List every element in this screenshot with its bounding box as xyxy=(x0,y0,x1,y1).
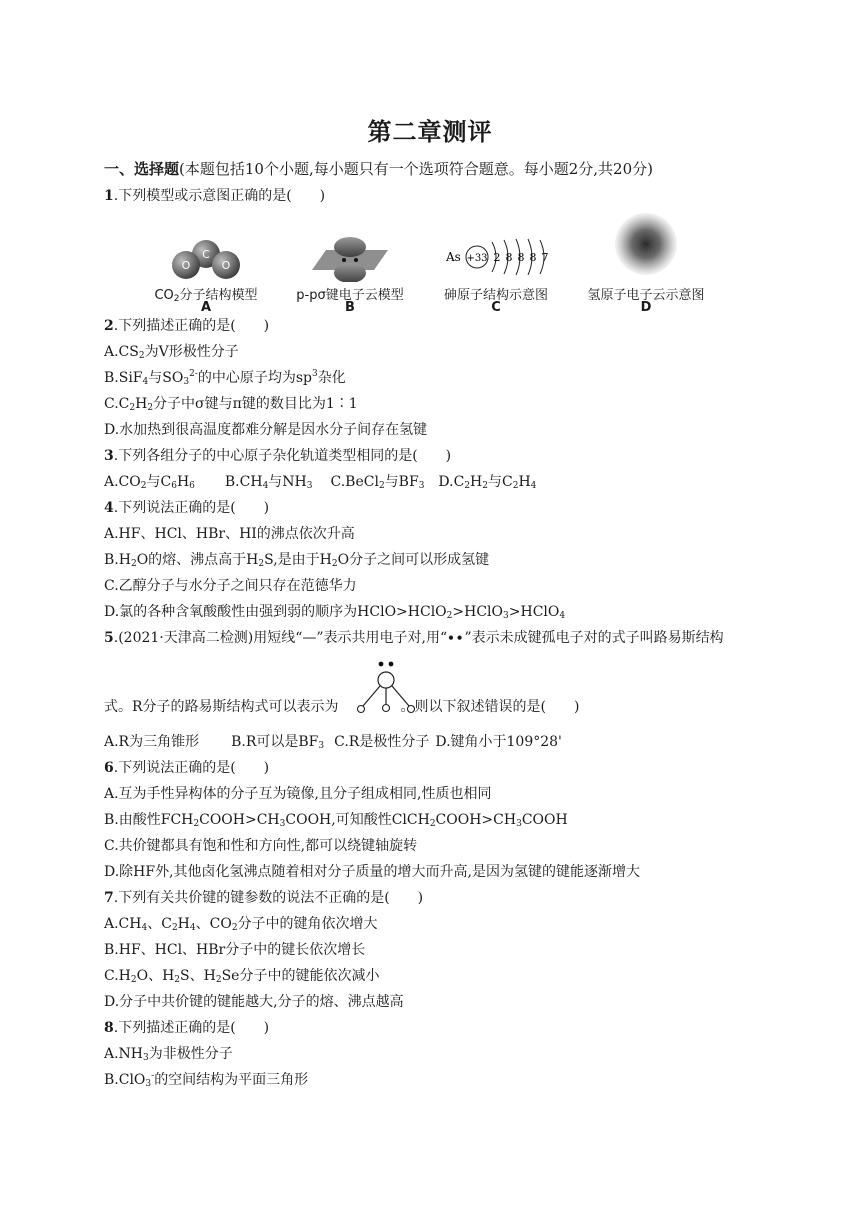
question-2: 2.下列描述正确的是( ) xyxy=(104,318,270,334)
question-number: 1 xyxy=(104,188,114,204)
q7-option-b: B.HF、HCl、HBr分子中的键长依次增长 xyxy=(104,942,366,958)
q8-option-a: $A.NH_3$为非极性分子 xyxy=(104,1046,233,1063)
question-1 xyxy=(104,187,325,205)
shell-count: 7 xyxy=(541,251,549,264)
question-4: 4.下列说法正确的是( ) xyxy=(104,500,270,516)
shell-count: 8 xyxy=(529,251,537,264)
q5-option-a: A.R为三角锥形 xyxy=(104,734,200,750)
q4-option-b: $B.H_2O$的熔、沸点高于$H_2S$,是由于$H_2O$分子之间可以形成氢键 xyxy=(104,552,490,569)
lone-pair-dots: •• xyxy=(447,631,465,645)
question-7: 7.下列有关共价键的键参数的说法不正确的是( ) xyxy=(104,890,424,906)
figure-c-caption: 砷原子结构示意图 xyxy=(443,288,548,303)
q6-option-d: D.除HF外,其他卤化氢沸点随着相对分子质量的增大而升高,是因为氢键的键能逐渐增大 xyxy=(104,864,640,880)
section-note: (本题包括10个小题,每小题只有一个选项符合题意。每小题2分,共20分) xyxy=(179,160,653,178)
q5-options xyxy=(104,733,562,751)
q3-option-d: $D.C_2H_2$与$C_2H_4$ xyxy=(438,474,537,491)
q7-option-c: $C.H_2O$、$H_2S$、$H_2Se$分子中的键能依次减小 xyxy=(104,968,380,985)
p-p-sigma-figure xyxy=(312,236,388,282)
lone-pair-dot xyxy=(389,662,394,667)
figure-b-caption: p-pσ键电子云模型 xyxy=(296,288,404,303)
q5-option-c: C.R是极性分子 xyxy=(334,734,430,750)
figure-c-letter: C xyxy=(491,300,501,315)
q4-option-c: C.乙醇分子与水分子之间只存在范德华力 xyxy=(104,578,357,594)
q6-option-c: C.共价键都具有饱和性和方向性,都可以绕键轴旋转 xyxy=(104,838,418,854)
q3-option-a: $A.CO_2$与$C_6H_6$ xyxy=(104,474,195,491)
figure-a-caption: $CO_2$分子结构模型 xyxy=(154,288,258,304)
nucleus-dot xyxy=(354,258,358,262)
q2-option-d: D.水加热到很高温度都难分解是因水分子间存在氢键 xyxy=(104,422,428,438)
q5-option-b: B.R可以是$BF_3$ xyxy=(231,734,325,751)
arsenic-structure-figure xyxy=(444,234,554,278)
q6-option-b: B.由酸性$FCH_2COOH>CH_3COOH$,可知酸性$ClCH_2COOH>CH_3COOH$ xyxy=(104,812,568,829)
central-atom xyxy=(378,672,394,688)
q5-option-d: D.键角小于109°28' xyxy=(435,734,562,750)
atom-label: O xyxy=(221,259,231,272)
q2-option-c: $C.C_2H_2$分子中σ键与π键的数目比为1∶1 xyxy=(104,396,358,413)
question-8: 8.下列描述正确的是( ) xyxy=(104,1020,270,1036)
upper-lobe xyxy=(334,237,366,257)
q2-option-a: $A.CS_2$为V形极性分子 xyxy=(104,344,239,361)
figure-d-letter: D xyxy=(640,300,652,315)
figure-d-caption: 氢原子电子云示意图 xyxy=(587,288,705,303)
element-symbol: As xyxy=(446,250,461,264)
atom-label: C xyxy=(202,248,210,261)
cloud-texture xyxy=(615,213,677,275)
q2-option-b: B.SiF$_4$与$SO_3^{2-}$的中心原子均为$sp^3$杂化 xyxy=(104,369,346,387)
q6-option-a: A.互为手性异构体的分子互为镜像,且分子组成相同,性质也相同 xyxy=(104,786,492,802)
nuclear-charge: +33 xyxy=(466,253,488,264)
section-heading xyxy=(104,160,653,178)
nucleus-dot xyxy=(342,258,346,262)
co2-model-figure xyxy=(166,232,246,282)
q3-option-c: C.BeCl$_2$与$BF_3$ xyxy=(330,474,425,491)
q8-option-b: B.ClO$_3$-的空间结构为平面三角形 xyxy=(104,1071,309,1089)
figure-a-letter: A xyxy=(200,300,212,315)
q4-option-a: A.HF、HCl、HBr、HI的沸点依次升高 xyxy=(104,526,355,542)
question-5: 5.(2021·天津高二检测)用短线“—”表示共用电子对,用“••”表示未成键孤电子对的式子叫路易斯结构 xyxy=(104,630,724,646)
lone-pair-dot xyxy=(379,662,384,667)
hydrogen-cloud-figure xyxy=(614,212,678,276)
shell-count: 8 xyxy=(517,251,525,264)
q3-options xyxy=(104,473,536,491)
figure-b-letter: B xyxy=(345,300,355,315)
question-stem: .下列模型或示意图正确的是( ) xyxy=(113,188,326,204)
shell-count: 8 xyxy=(505,251,513,264)
atom-label: O xyxy=(181,259,191,272)
shell-count: 2 xyxy=(493,251,501,264)
page-title: 第二章测评 xyxy=(367,118,493,146)
q4-option-d: D.氯的各种含氧酸酸性由强到弱的顺序为HClO>HClO$_2$>HClO$_3$>HClO$_4$ xyxy=(104,604,566,621)
question-5-cont: 式。R分子的路易斯结构式可以表示为 。则以下叙述错误的是( ) xyxy=(104,699,580,715)
q3-option-b: $B.CH_4$与$NH_3$ xyxy=(224,474,313,491)
q7-option-d: D.分子中共价键的键能越大,分子的熔、沸点越高 xyxy=(104,994,404,1010)
question-3: 3.下列各组分子的中心原子杂化轨道类型相同的是( ) xyxy=(104,448,452,464)
q7-option-a: $A.CH_4$、$C_2H_4$、$CO_2$分子中的键角依次增大 xyxy=(104,916,378,933)
question-6: 6.下列说法正确的是( ) xyxy=(104,760,270,776)
section-label: 一、选择题 xyxy=(104,160,180,178)
